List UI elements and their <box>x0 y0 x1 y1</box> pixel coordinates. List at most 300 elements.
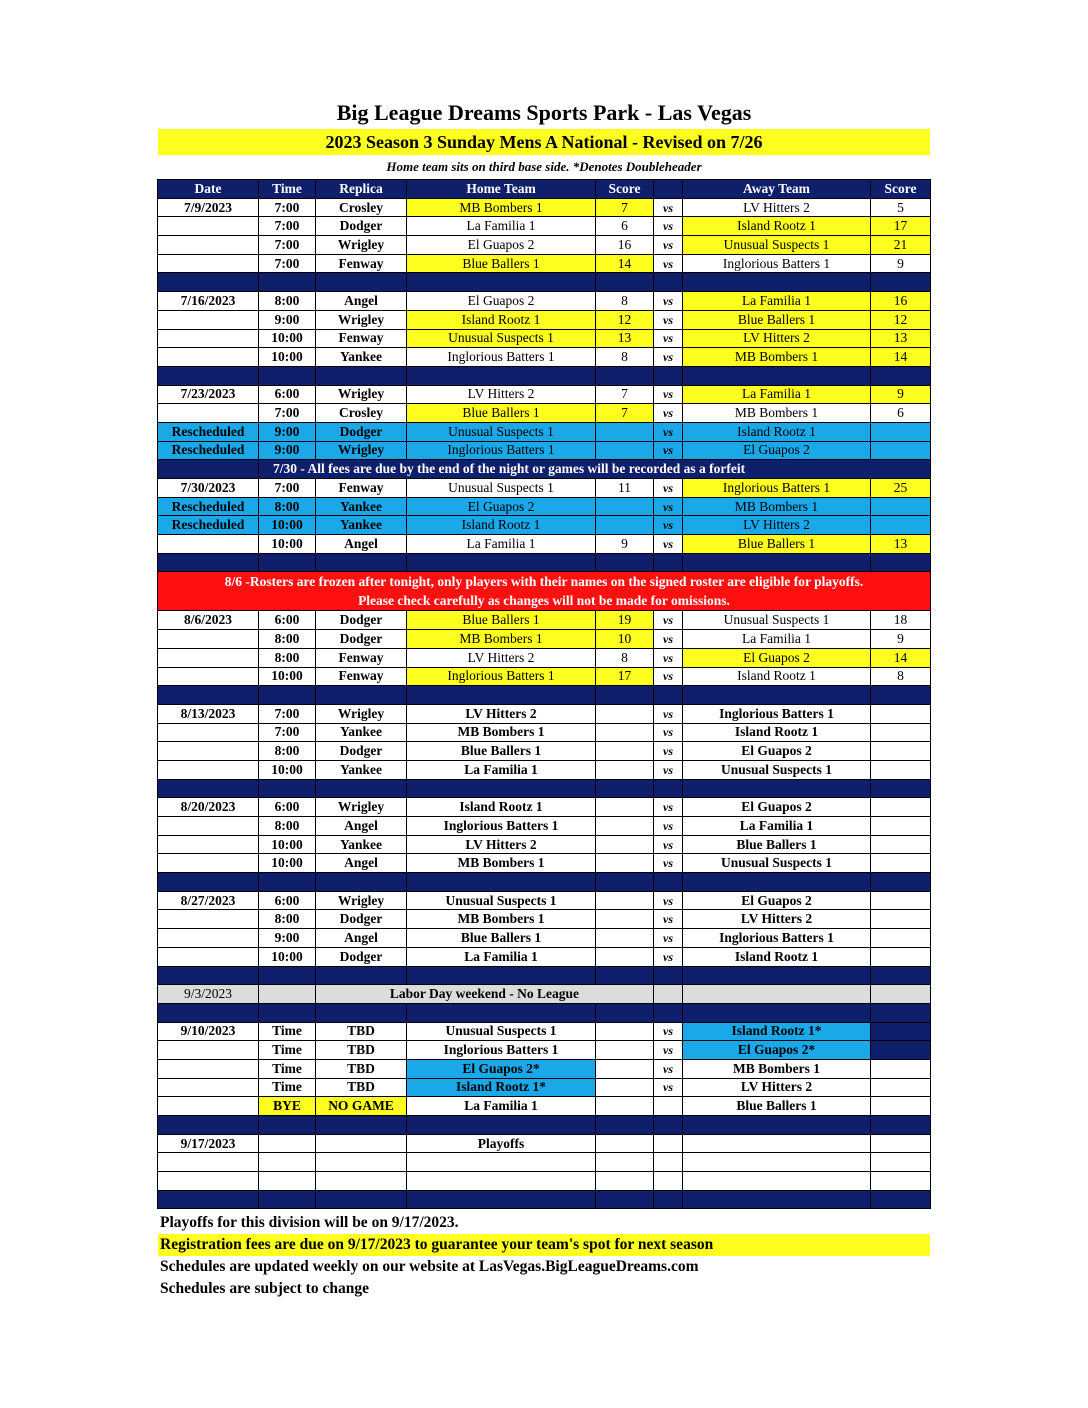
column-header <box>654 180 683 199</box>
time-cell: 7:00 <box>259 404 316 423</box>
time-cell: 10:00 <box>259 348 316 367</box>
time-cell: Time <box>259 1041 316 1060</box>
vs-cell: vs <box>654 854 683 873</box>
home-score-cell <box>596 422 654 441</box>
notice-row <box>158 460 931 479</box>
date-cell: 8/27/2023 <box>158 891 259 910</box>
game-row <box>158 704 931 723</box>
season-subtitle: 2023 Season 3 Sunday Mens A National - Revised on 7/26 <box>158 129 930 155</box>
away-score-cell <box>871 1078 931 1097</box>
time-cell: 9:00 <box>259 310 316 329</box>
home-team-cell: Unusual Suspects 1 <box>407 479 596 498</box>
replica-cell: Wrigley <box>316 798 407 817</box>
time-cell: 7:00 <box>259 704 316 723</box>
away-score-cell: 18 <box>871 611 931 630</box>
column-header: Home Team <box>407 180 596 199</box>
home-score-cell: 8 <box>596 292 654 311</box>
game-row <box>158 217 931 236</box>
away-score-cell: 13 <box>871 329 931 348</box>
home-team-cell: Unusual Suspects 1 <box>407 891 596 910</box>
date-cell: 9/3/2023 <box>158 985 259 1004</box>
separator-cell <box>683 553 871 572</box>
replica-cell: Dodger <box>316 947 407 966</box>
away-score-cell <box>871 704 931 723</box>
home-team-cell: La Familia 1 <box>407 1097 596 1116</box>
vs-cell: vs <box>654 198 683 217</box>
separator-cell <box>871 1003 931 1022</box>
vs-cell: vs <box>654 329 683 348</box>
date-cell <box>158 404 259 423</box>
time-cell: 7:00 <box>259 723 316 742</box>
home-score-cell: 13 <box>596 329 654 348</box>
separator-cell <box>596 273 654 292</box>
game-row <box>158 516 931 535</box>
separator-cell <box>683 873 871 892</box>
home-team-cell: LV Hitters 2 <box>407 704 596 723</box>
game-row <box>158 329 931 348</box>
away-team-cell: Unusual Suspects 1 <box>683 236 871 255</box>
separator-cell <box>316 779 407 798</box>
away-team-cell <box>683 1134 871 1153</box>
vs-cell: vs <box>654 742 683 761</box>
separator-cell <box>596 966 654 985</box>
separator-row <box>158 966 931 985</box>
time-cell: 6:00 <box>259 611 316 630</box>
separator-cell <box>259 966 316 985</box>
separator-cell <box>316 873 407 892</box>
home-score-cell <box>596 1153 654 1172</box>
separator-cell <box>596 553 654 572</box>
time-cell: BYE <box>259 1097 316 1116</box>
time-cell <box>259 1134 316 1153</box>
date-cell: 8/20/2023 <box>158 798 259 817</box>
time-cell: 6:00 <box>259 385 316 404</box>
game-row <box>158 1097 931 1116</box>
date-cell <box>158 1172 259 1191</box>
game-row <box>158 348 931 367</box>
game-row <box>158 742 931 761</box>
separator-cell <box>871 966 931 985</box>
away-team-cell: La Familia 1 <box>683 385 871 404</box>
home-team-cell: Blue Ballers 1 <box>407 611 596 630</box>
date-cell <box>158 742 259 761</box>
home-score-cell <box>596 1059 654 1078</box>
home-score-cell <box>596 1041 654 1060</box>
date-cell: 9/10/2023 <box>158 1022 259 1041</box>
replica-cell <box>316 1134 407 1153</box>
date-cell <box>158 835 259 854</box>
away-score-cell: 25 <box>871 479 931 498</box>
date-cell <box>158 854 259 873</box>
replica-cell: Angel <box>316 535 407 554</box>
time-cell: 7:00 <box>259 479 316 498</box>
time-cell: 10:00 <box>259 535 316 554</box>
game-row <box>158 817 931 836</box>
game-row <box>158 422 931 441</box>
separator-cell <box>259 686 316 705</box>
game-row <box>158 891 931 910</box>
away-team-cell: Unusual Suspects 1 <box>683 760 871 779</box>
replica-cell: Dodger <box>316 630 407 649</box>
home-team-cell: Unusual Suspects 1 <box>407 329 596 348</box>
away-team-cell: Island Rootz 1 <box>683 217 871 236</box>
away-team-cell: La Familia 1 <box>683 817 871 836</box>
home-team-cell <box>407 1172 596 1191</box>
vs-cell: vs <box>654 1078 683 1097</box>
away-score-cell: 5 <box>871 198 931 217</box>
away-score-cell: 17 <box>871 217 931 236</box>
home-score-cell: 7 <box>596 404 654 423</box>
separator-cell <box>683 966 871 985</box>
home-score-cell <box>596 1078 654 1097</box>
vs-cell: vs <box>654 236 683 255</box>
away-score-cell <box>871 742 931 761</box>
away-team-cell: Blue Ballers 1 <box>683 310 871 329</box>
game-row <box>158 441 931 460</box>
home-score-cell: 7 <box>596 198 654 217</box>
column-header: Score <box>596 180 654 199</box>
home-score-cell <box>596 891 654 910</box>
replica-cell: Dodger <box>316 742 407 761</box>
home-score-cell: 17 <box>596 667 654 686</box>
replica-cell: Fenway <box>316 479 407 498</box>
home-score-cell: 9 <box>596 535 654 554</box>
replica-cell: Yankee <box>316 723 407 742</box>
home-team-cell: La Familia 1 <box>407 760 596 779</box>
home-score-cell: 7 <box>596 385 654 404</box>
home-score-cell: 19 <box>596 611 654 630</box>
time-cell: 9:00 <box>259 929 316 948</box>
date-cell <box>158 630 259 649</box>
vs-cell: vs <box>654 1059 683 1078</box>
schedule-note: Home team sits on third base side. *Denotes Doubleheader <box>386 159 702 174</box>
time-cell: 7:00 <box>259 217 316 236</box>
time-cell: 7:00 <box>259 198 316 217</box>
holiday-spacer <box>683 985 871 1004</box>
away-score-cell <box>871 891 931 910</box>
away-score-cell <box>871 1059 931 1078</box>
game-row <box>158 292 931 311</box>
separator-cell <box>316 273 407 292</box>
separator-cell <box>596 873 654 892</box>
away-team-cell: El Guapos 2 <box>683 891 871 910</box>
separator-cell <box>654 779 683 798</box>
vs-cell <box>654 1153 683 1172</box>
time-cell: 10:00 <box>259 667 316 686</box>
away-score-cell: 9 <box>871 385 931 404</box>
home-team-cell: Blue Ballers 1 <box>407 254 596 273</box>
away-team-cell: MB Bombers 1 <box>683 497 871 516</box>
away-team-cell: Unusual Suspects 1 <box>683 611 871 630</box>
vs-cell: vs <box>654 310 683 329</box>
away-team-cell: MB Bombers 1 <box>683 404 871 423</box>
game-row <box>158 404 931 423</box>
away-score-cell: 13 <box>871 535 931 554</box>
time-cell: 10:00 <box>259 760 316 779</box>
home-team-cell: Inglorious Batters 1 <box>407 348 596 367</box>
time-cell: 9:00 <box>259 441 316 460</box>
separator-cell <box>654 1190 683 1209</box>
separator-cell <box>683 273 871 292</box>
away-team-cell: El Guapos 2* <box>683 1041 871 1060</box>
vs-cell: vs <box>654 385 683 404</box>
separator-cell <box>871 366 931 385</box>
time-cell: Time <box>259 1022 316 1041</box>
separator-cell <box>683 686 871 705</box>
separator-cell <box>871 553 931 572</box>
game-row <box>158 479 931 498</box>
separator-cell <box>654 366 683 385</box>
game-row <box>158 1041 931 1060</box>
vs-cell: vs <box>654 630 683 649</box>
home-score-cell <box>596 742 654 761</box>
vs-cell: vs <box>654 929 683 948</box>
separator-row <box>158 1003 931 1022</box>
separator-cell <box>596 1003 654 1022</box>
home-team-cell: La Familia 1 <box>407 217 596 236</box>
vs-cell: vs <box>654 217 683 236</box>
separator-cell <box>683 1190 871 1209</box>
vs-cell: vs <box>654 648 683 667</box>
separator-cell <box>316 1116 407 1135</box>
home-team-cell: Island Rootz 1* <box>407 1078 596 1097</box>
time-cell: 6:00 <box>259 798 316 817</box>
time-cell: Time <box>259 1059 316 1078</box>
separator-cell <box>316 686 407 705</box>
away-score-cell <box>871 817 931 836</box>
holiday-row <box>158 985 931 1004</box>
away-team-cell: El Guapos 2 <box>683 441 871 460</box>
game-row <box>158 835 931 854</box>
away-score-cell <box>871 910 931 929</box>
time-cell: 8:00 <box>259 292 316 311</box>
column-header: Date <box>158 180 259 199</box>
replica-cell: Dodger <box>316 217 407 236</box>
replica-cell: TBD <box>316 1022 407 1041</box>
separator-cell <box>871 873 931 892</box>
home-score-cell <box>596 723 654 742</box>
vs-cell <box>654 1172 683 1191</box>
time-cell <box>259 1153 316 1172</box>
time-cell: 10:00 <box>259 854 316 873</box>
replica-cell: Crosley <box>316 198 407 217</box>
away-team-cell: Blue Ballers 1 <box>683 1097 871 1116</box>
separator-cell <box>596 1116 654 1135</box>
away-team-cell: Inglorious Batters 1 <box>683 254 871 273</box>
home-team-cell: MB Bombers 1 <box>407 854 596 873</box>
separator-cell <box>871 273 931 292</box>
away-score-cell: 12 <box>871 310 931 329</box>
replica-cell: NO GAME <box>316 1097 407 1116</box>
game-row <box>158 535 931 554</box>
separator-row <box>158 273 931 292</box>
home-team-cell: La Familia 1 <box>407 535 596 554</box>
vs-cell: vs <box>654 497 683 516</box>
replica-cell: Wrigley <box>316 385 407 404</box>
game-row <box>158 236 931 255</box>
away-team-cell: MB Bombers 1 <box>683 1059 871 1078</box>
date-cell <box>158 1153 259 1172</box>
away-team-cell: Island Rootz 1 <box>683 947 871 966</box>
away-score-cell: 6 <box>871 404 931 423</box>
separator-cell <box>654 553 683 572</box>
separator-cell <box>407 1003 596 1022</box>
away-score-cell <box>871 929 931 948</box>
vs-cell: vs <box>654 1041 683 1060</box>
separator-cell <box>259 553 316 572</box>
home-team-cell: Island Rootz 1 <box>407 310 596 329</box>
home-team-cell: MB Bombers 1 <box>407 198 596 217</box>
home-team-cell: El Guapos 2 <box>407 236 596 255</box>
home-team-cell: El Guapos 2* <box>407 1059 596 1078</box>
vs-cell: vs <box>654 817 683 836</box>
vs-cell: vs <box>654 404 683 423</box>
home-team-cell: MB Bombers 1 <box>407 630 596 649</box>
separator-cell <box>654 1003 683 1022</box>
separator-row <box>158 1116 931 1135</box>
away-team-cell: El Guapos 2 <box>683 742 871 761</box>
vs-cell: vs <box>654 1022 683 1041</box>
home-team-cell: El Guapos 2 <box>407 497 596 516</box>
separator-cell <box>259 273 316 292</box>
separator-cell <box>596 1190 654 1209</box>
replica-cell: Dodger <box>316 910 407 929</box>
separator-cell <box>683 779 871 798</box>
time-cell: 8:00 <box>259 630 316 649</box>
away-team-cell: Island Rootz 1 <box>683 422 871 441</box>
game-row <box>158 723 931 742</box>
away-score-cell <box>871 441 931 460</box>
change-note: Schedules are subject to change <box>160 1280 369 1297</box>
home-score-cell <box>596 497 654 516</box>
separator-cell <box>158 873 259 892</box>
separator-cell <box>407 873 596 892</box>
home-score-cell <box>596 1022 654 1041</box>
roster-alert-line: Please check carefully as changes will not be made for omissions. <box>358 593 730 609</box>
replica-cell: Yankee <box>316 497 407 516</box>
holiday-spacer <box>871 985 931 1004</box>
time-cell: 10:00 <box>259 947 316 966</box>
game-row <box>158 1022 931 1041</box>
game-row <box>158 947 931 966</box>
separator-cell <box>259 1116 316 1135</box>
away-team-cell: Island Rootz 1 <box>683 667 871 686</box>
separator-row <box>158 686 931 705</box>
replica-cell <box>316 1153 407 1172</box>
vs-cell: vs <box>654 254 683 273</box>
game-row <box>158 611 931 630</box>
home-team-cell: Island Rootz 1 <box>407 516 596 535</box>
date-cell <box>158 910 259 929</box>
separator-cell <box>407 686 596 705</box>
home-team-cell: Inglorious Batters 1 <box>407 1041 596 1060</box>
vs-cell: vs <box>654 835 683 854</box>
website-note: Schedules are updated weekly on our website at LasVegas.BigLeagueDreams.com <box>160 1258 699 1275</box>
replica-cell: Yankee <box>316 348 407 367</box>
game-row <box>158 854 931 873</box>
game-row <box>158 310 931 329</box>
replica-cell: Dodger <box>316 422 407 441</box>
home-score-cell <box>596 947 654 966</box>
separator-cell <box>683 1116 871 1135</box>
home-score-cell: 10 <box>596 630 654 649</box>
notice-spacer <box>158 460 259 479</box>
vs-cell: vs <box>654 479 683 498</box>
separator-cell <box>316 553 407 572</box>
home-team-cell: MB Bombers 1 <box>407 910 596 929</box>
home-team-cell: MB Bombers 1 <box>407 723 596 742</box>
replica-cell: Fenway <box>316 329 407 348</box>
home-team-cell: Blue Ballers 1 <box>407 929 596 948</box>
date-cell: 8/13/2023 <box>158 704 259 723</box>
game-row <box>158 1134 931 1153</box>
home-team-cell: La Familia 1 <box>407 947 596 966</box>
playoffs-note: Playoffs for this division will be on 9/17/2023. <box>160 1214 459 1231</box>
away-team-cell: Inglorious Batters 1 <box>683 704 871 723</box>
separator-cell <box>407 966 596 985</box>
home-score-cell <box>596 817 654 836</box>
away-team-cell: Island Rootz 1* <box>683 1022 871 1041</box>
away-team-cell: La Familia 1 <box>683 292 871 311</box>
separator-cell <box>871 779 931 798</box>
vs-cell: vs <box>654 516 683 535</box>
separator-cell <box>259 1003 316 1022</box>
separator-cell <box>158 553 259 572</box>
away-score-cell: 14 <box>871 648 931 667</box>
home-score-cell: 8 <box>596 648 654 667</box>
replica-cell: Fenway <box>316 648 407 667</box>
date-cell <box>158 723 259 742</box>
replica-cell: Wrigley <box>316 310 407 329</box>
away-score-cell <box>871 1134 931 1153</box>
time-cell: 6:00 <box>259 891 316 910</box>
separator-cell <box>316 1190 407 1209</box>
away-team-cell <box>683 1172 871 1191</box>
game-row <box>158 1172 931 1191</box>
separator-cell <box>407 553 596 572</box>
replica-cell: Angel <box>316 854 407 873</box>
separator-cell <box>316 966 407 985</box>
away-team-cell: LV Hitters 2 <box>683 198 871 217</box>
game-row <box>158 1153 931 1172</box>
date-cell <box>158 535 259 554</box>
replica-cell: TBD <box>316 1078 407 1097</box>
home-team-cell: Unusual Suspects 1 <box>407 1022 596 1041</box>
date-cell <box>158 236 259 255</box>
away-score-cell <box>871 947 931 966</box>
game-row <box>158 198 931 217</box>
separator-cell <box>158 686 259 705</box>
away-score-cell <box>871 798 931 817</box>
away-team-cell: LV Hitters 2 <box>683 1078 871 1097</box>
separator-cell <box>158 1190 259 1209</box>
separator-cell <box>259 366 316 385</box>
separator-cell <box>871 686 931 705</box>
separator-cell <box>158 1116 259 1135</box>
footer-notes <box>158 1212 930 1300</box>
separator-cell <box>259 1190 316 1209</box>
separator-cell <box>596 366 654 385</box>
vs-cell: vs <box>654 292 683 311</box>
separator-cell <box>158 273 259 292</box>
separator-cell <box>407 1116 596 1135</box>
separator-cell <box>654 1116 683 1135</box>
separator-cell <box>158 966 259 985</box>
home-score-cell: 14 <box>596 254 654 273</box>
home-score-cell <box>596 704 654 723</box>
away-team-cell: La Familia 1 <box>683 630 871 649</box>
separator-cell <box>259 779 316 798</box>
